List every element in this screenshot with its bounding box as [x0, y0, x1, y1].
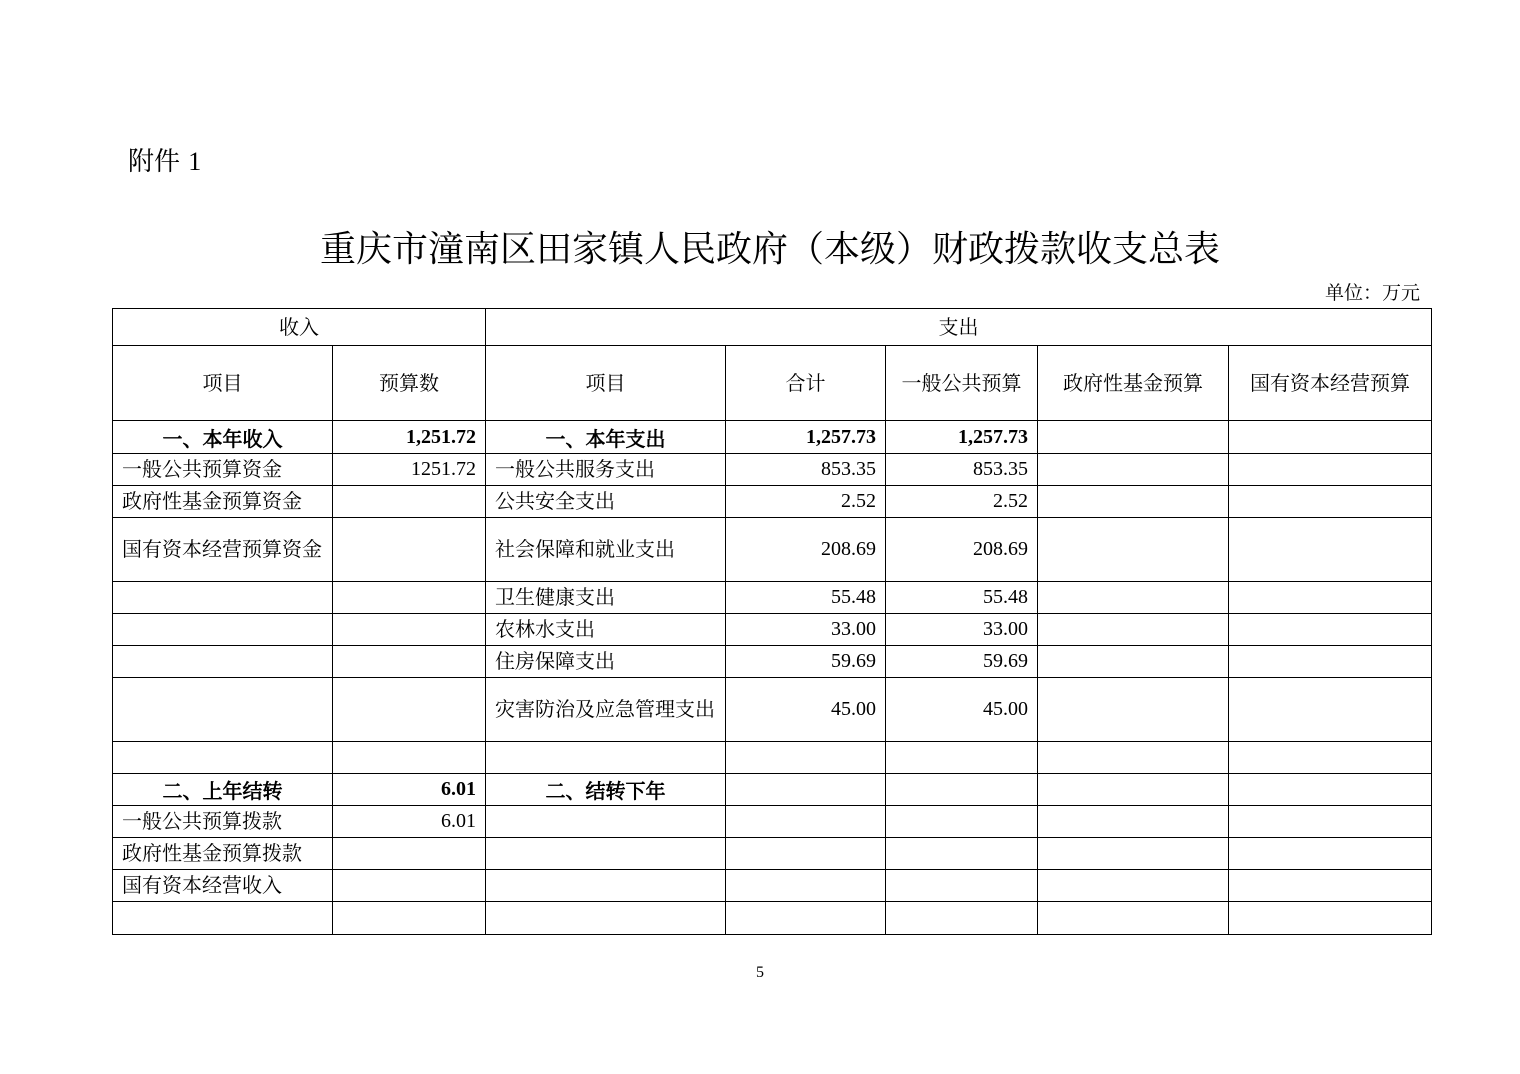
- cell-fund: [1038, 838, 1229, 870]
- cell-budget: 1,251.72: [333, 421, 486, 454]
- cell-fund: [1038, 902, 1229, 935]
- cell-expense-item: [486, 838, 726, 870]
- cell-income-item: 一般公共预算拨款: [113, 806, 333, 838]
- cell-budget: [333, 614, 486, 646]
- cell-expense-item: 住房保障支出: [486, 646, 726, 678]
- unit-label: 单位：万元: [1324, 282, 1420, 304]
- cell-total: 853.35: [726, 454, 886, 486]
- cell-general: [886, 902, 1038, 935]
- cell-income-item: [113, 678, 333, 742]
- cell-expense-item: [486, 806, 726, 838]
- table-row: [113, 902, 1432, 935]
- table-row: [113, 742, 1432, 774]
- cell-expense-item: [486, 742, 726, 774]
- table-row: [113, 454, 1432, 486]
- cell-capital: [1229, 774, 1432, 806]
- cell-income-item: 国有资本经营预算资金: [113, 518, 333, 582]
- cell-general: 45.00: [886, 678, 1038, 742]
- cell-general: [886, 806, 1038, 838]
- cell-expense-item: 一、本年支出: [486, 421, 726, 454]
- cell-capital: [1229, 614, 1432, 646]
- cell-fund: [1038, 454, 1229, 486]
- cell-fund: [1038, 646, 1229, 678]
- cell-fund: [1038, 421, 1229, 454]
- cell-income-item: [113, 742, 333, 774]
- cell-capital: [1229, 870, 1432, 902]
- page-title: 重庆市潼南区田家镇人民政府（本级）财政拨款收支总表: [319, 229, 1220, 270]
- cell-fund: [1038, 518, 1229, 582]
- cell-general: 2.52: [886, 486, 1038, 518]
- cell-general: [886, 774, 1038, 806]
- table-row: [113, 678, 1432, 742]
- cell-budget: [333, 518, 486, 582]
- table-row: [113, 518, 1432, 582]
- cell-expense-item: 二、结转下年: [486, 774, 726, 806]
- cell-capital: [1229, 806, 1432, 838]
- cell-capital: [1229, 742, 1432, 774]
- attachment-text: 附件: [128, 147, 181, 177]
- header-row-columns: [113, 346, 1432, 421]
- table-row: [113, 774, 1432, 806]
- cell-capital: [1229, 838, 1432, 870]
- cell-total: 1,257.73: [726, 421, 886, 454]
- cell-fund: [1038, 614, 1229, 646]
- cell-income-item: 二、上年结转: [113, 774, 333, 806]
- cell-income-item: [113, 646, 333, 678]
- cell-general: [886, 870, 1038, 902]
- cell-income-item: [113, 582, 333, 614]
- cell-income-item: 政府性基金预算拨款: [113, 838, 333, 870]
- cell-capital: [1229, 646, 1432, 678]
- cell-income-item: [113, 614, 333, 646]
- cell-capital: [1229, 582, 1432, 614]
- cell-expense-item: 农林水支出: [486, 614, 726, 646]
- cell-fund: [1038, 678, 1229, 742]
- table-row: [113, 421, 1432, 454]
- cell-expense-item: 一般公共服务支出: [486, 454, 726, 486]
- table-row: [113, 582, 1432, 614]
- cell-total: [726, 806, 886, 838]
- cell-expense-item: 灾害防治及应急管理支出: [486, 678, 726, 742]
- cell-fund: [1038, 486, 1229, 518]
- cell-budget: [333, 486, 486, 518]
- page-number: 5: [756, 964, 764, 981]
- cell-total: [726, 838, 886, 870]
- table-row: [113, 614, 1432, 646]
- cell-fund: [1038, 582, 1229, 614]
- cell-general: [886, 742, 1038, 774]
- cell-general: 55.48: [886, 582, 1038, 614]
- cell-total: 2.52: [726, 486, 886, 518]
- cell-general: 59.69: [886, 646, 1038, 678]
- cell-total: [726, 774, 886, 806]
- table-row: [113, 646, 1432, 678]
- col-expense-item: 项目: [486, 346, 726, 421]
- cell-income-item: 政府性基金预算资金: [113, 486, 333, 518]
- cell-income-item: [113, 902, 333, 935]
- cell-fund: [1038, 806, 1229, 838]
- cell-total: 59.69: [726, 646, 886, 678]
- attachment-number: 1: [188, 147, 202, 176]
- cell-general: 853.35: [886, 454, 1038, 486]
- cell-total: 33.00: [726, 614, 886, 646]
- cell-total: [726, 902, 886, 935]
- cell-capital: [1229, 486, 1432, 518]
- table-row: [113, 486, 1432, 518]
- cell-budget: [333, 870, 486, 902]
- cell-capital: [1229, 678, 1432, 742]
- cell-fund: [1038, 774, 1229, 806]
- cell-fund: [1038, 870, 1229, 902]
- cell-general: [886, 838, 1038, 870]
- cell-fund: [1038, 742, 1229, 774]
- table-row: [113, 870, 1432, 902]
- cell-capital: [1229, 454, 1432, 486]
- cell-expense-item: [486, 870, 726, 902]
- cell-capital: [1229, 421, 1432, 454]
- income-header: 收入: [113, 309, 486, 346]
- cell-budget: [333, 678, 486, 742]
- cell-total: 208.69: [726, 518, 886, 582]
- col-total: 合计: [726, 346, 886, 421]
- cell-expense-item: 公共安全支出: [486, 486, 726, 518]
- cell-capital: [1229, 518, 1432, 582]
- expense-header: 支出: [486, 309, 1432, 346]
- cell-budget: 6.01: [333, 806, 486, 838]
- col-state-capital-budget: 国有资本经营预算: [1229, 346, 1432, 421]
- col-general-budget: 一般公共预算: [886, 346, 1038, 421]
- cell-expense-item: 卫生健康支出: [486, 582, 726, 614]
- cell-budget: [333, 902, 486, 935]
- cell-income-item: 一、本年收入: [113, 421, 333, 454]
- cell-general: 208.69: [886, 518, 1038, 582]
- cell-total: 45.00: [726, 678, 886, 742]
- cell-general: 1,257.73: [886, 421, 1038, 454]
- table-row: [113, 806, 1432, 838]
- cell-budget: [333, 742, 486, 774]
- cell-budget: 6.01: [333, 774, 486, 806]
- attachment-label: [128, 144, 201, 180]
- cell-budget: [333, 646, 486, 678]
- cell-expense-item: [486, 902, 726, 935]
- header-row-group: [113, 309, 1432, 346]
- cell-total: 55.48: [726, 582, 886, 614]
- col-gov-fund-budget: 政府性基金预算: [1038, 346, 1229, 421]
- cell-budget: [333, 838, 486, 870]
- budget-summary-table: [112, 308, 1432, 935]
- cell-income-item: 一般公共预算资金: [113, 454, 333, 486]
- col-income-item: 项目: [113, 346, 333, 421]
- col-budget-amount: 预算数: [333, 346, 486, 421]
- cell-general: 33.00: [886, 614, 1038, 646]
- table-row: [113, 838, 1432, 870]
- cell-budget: [333, 582, 486, 614]
- cell-total: [726, 742, 886, 774]
- cell-income-item: 国有资本经营收入: [113, 870, 333, 902]
- cell-capital: [1229, 902, 1432, 935]
- cell-budget: 1251.72: [333, 454, 486, 486]
- cell-total: [726, 870, 886, 902]
- cell-expense-item: 社会保障和就业支出: [486, 518, 726, 582]
